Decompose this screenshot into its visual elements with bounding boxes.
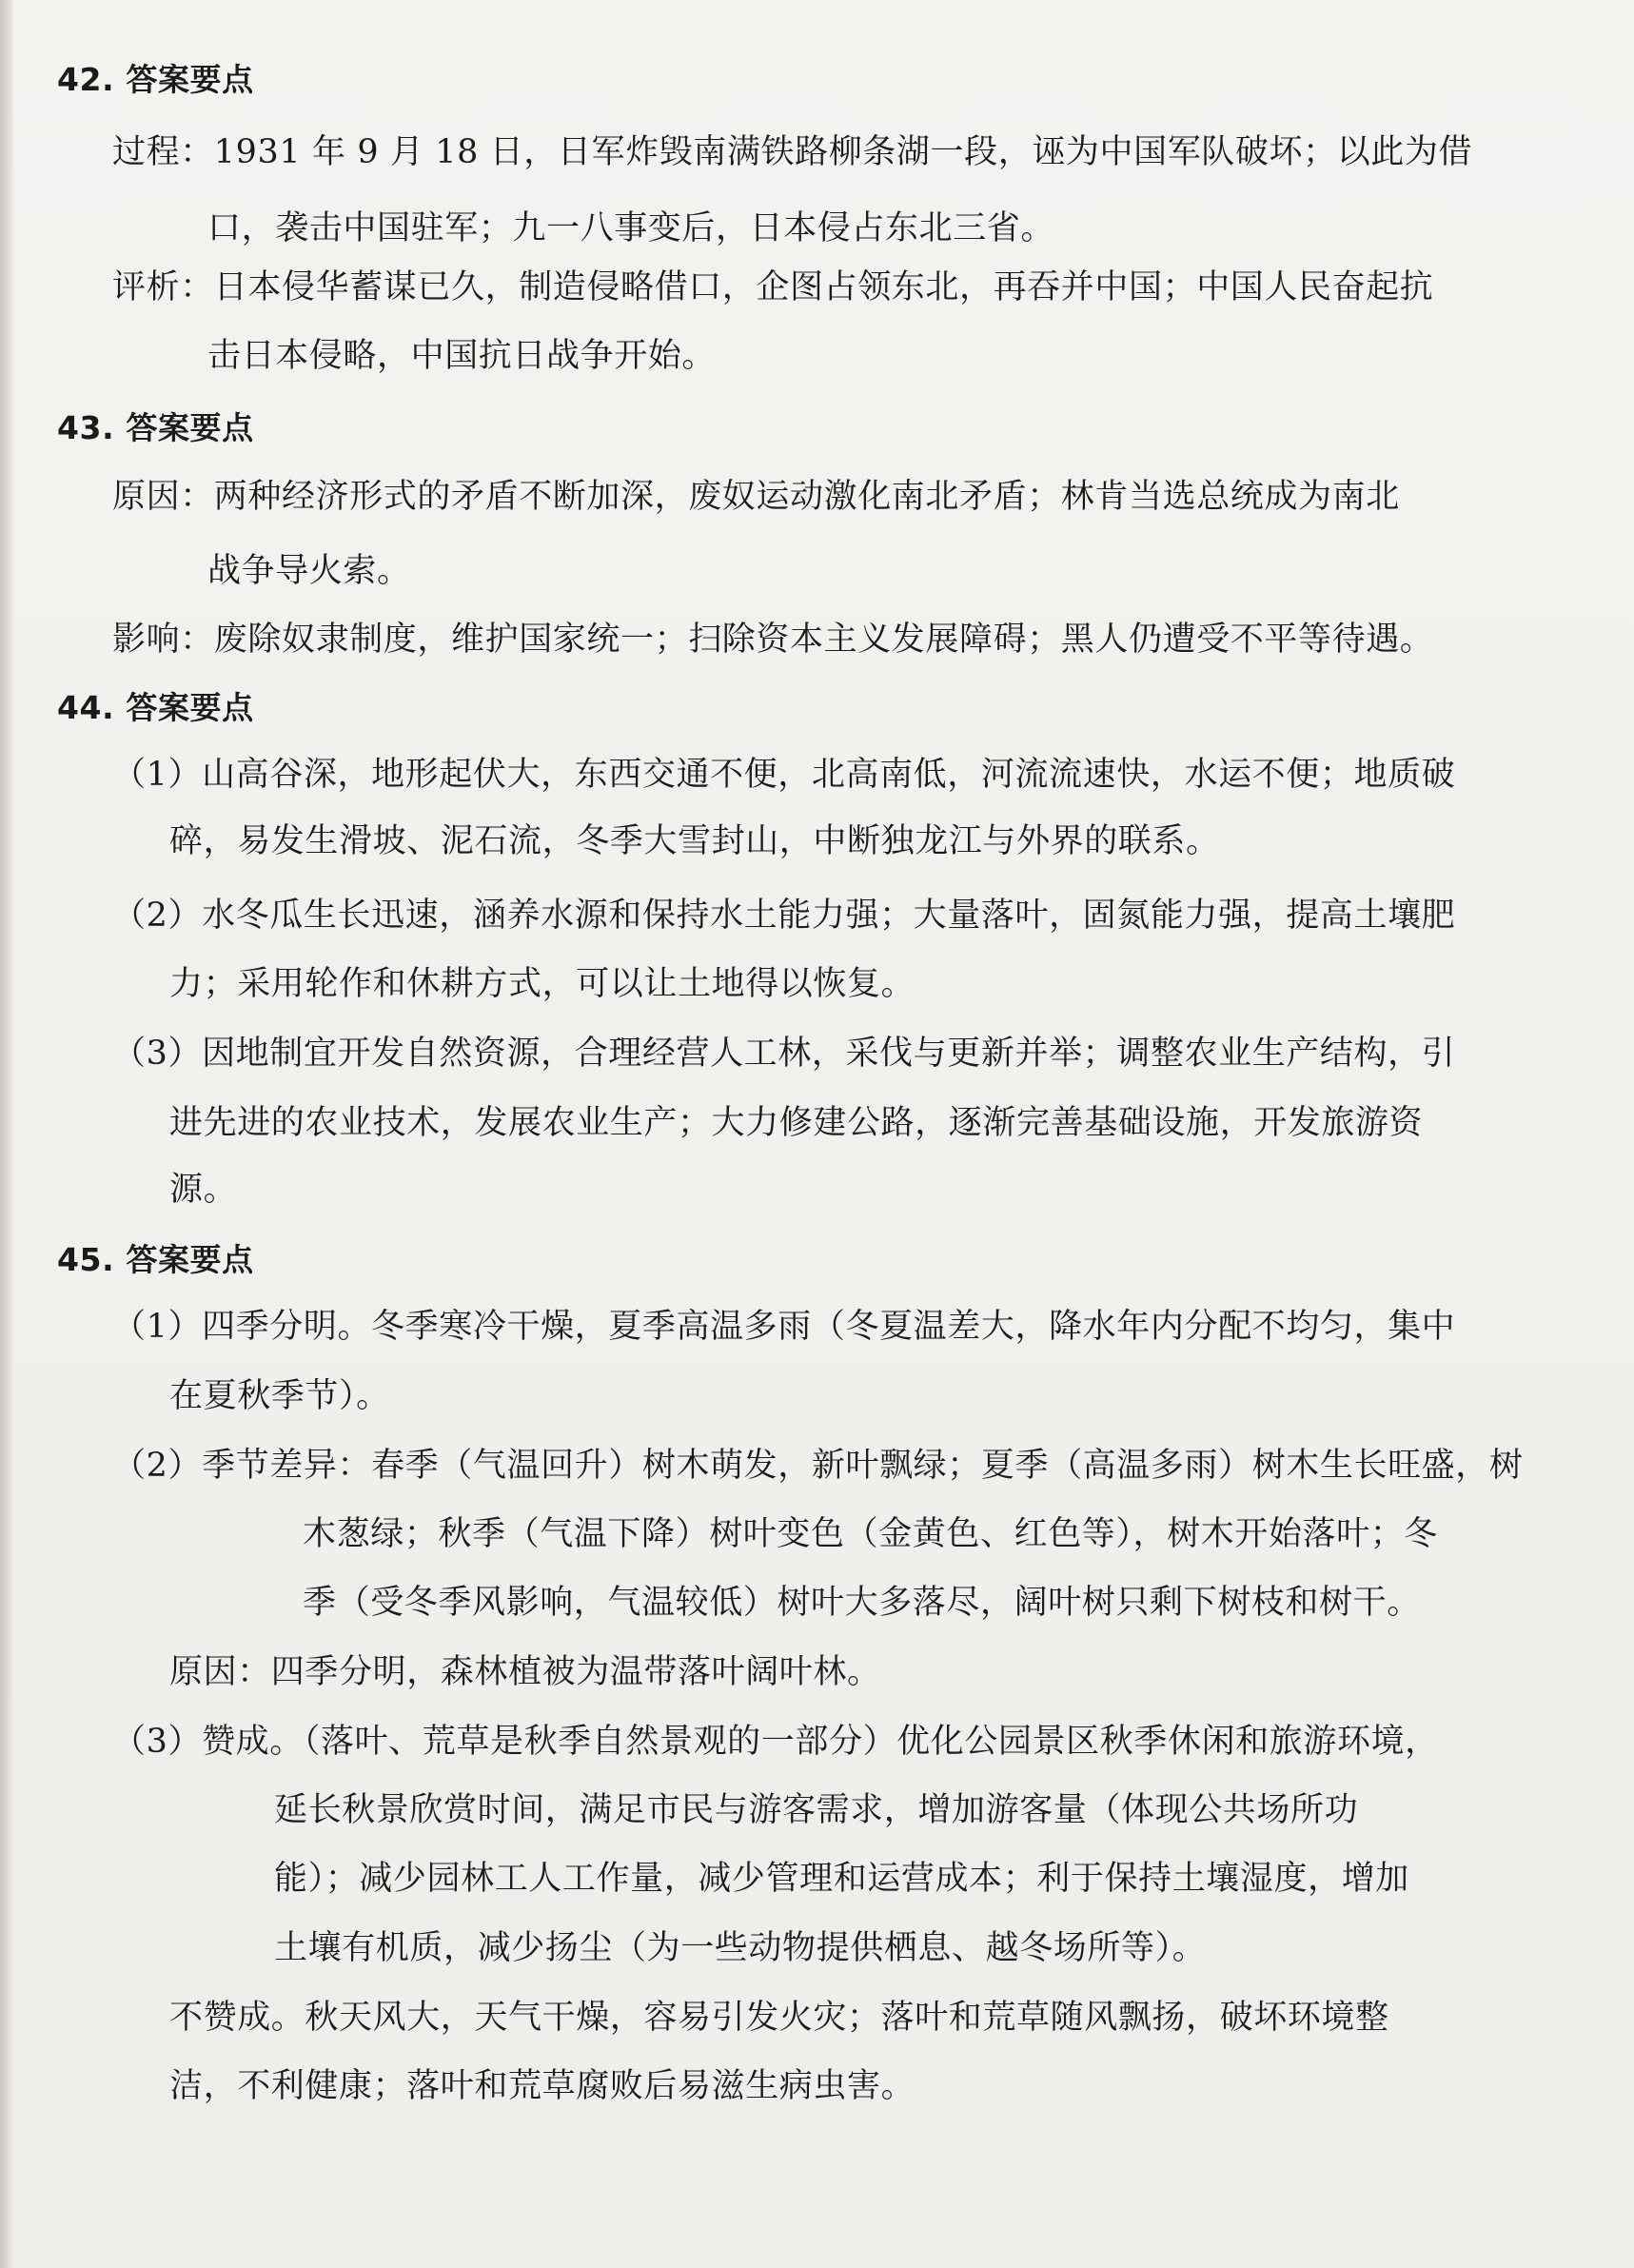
q45-p1-line-2: 在夏秋季节）。 bbox=[169, 1377, 390, 1415]
q42-heading: 42. 答案要点 bbox=[57, 61, 254, 98]
q43-reason-line-2: 战争导火索。 bbox=[207, 552, 411, 590]
q45-heading: 45. 答案要点 bbox=[57, 1241, 254, 1278]
q44-p3-line-2: 进先进的农业技术，发展农业生产；大力修建公路，逐渐完善基础设施，开发旅游资 bbox=[169, 1104, 1424, 1142]
q44-p1-line-1: （1）山高谷深，地形起伏大，东西交通不便，北高南低，河流流速快，水运不便；地质破 bbox=[112, 756, 1456, 794]
q45-p3-line-3: 能）；减少园林工人工作量，减少管理和运营成本；利于保持土壤湿度，增加 bbox=[274, 1860, 1409, 1898]
q44-p2-line-2: 力；采用轮作和休耕方式，可以让土地得以恢复。 bbox=[169, 965, 915, 1003]
q43-heading: 43. 答案要点 bbox=[57, 409, 254, 446]
q44-p1-line-2: 碎，易发生滑坡、泥石流，冬季大雪封山，中断独龙江与外界的联系。 bbox=[169, 822, 1220, 860]
q44-p3-line-1: （3）因地制宜开发自然资源，合理经营人工林，采伐与更新并举；调整农业生产结构，引 bbox=[112, 1035, 1456, 1073]
q45-p3-line-1: （3）赞成。（落叶、荒草是秋季自然景观的一部分）优化公园景区秋季休闲和旅游环境， bbox=[112, 1723, 1439, 1761]
page-binding-edge bbox=[0, 0, 13, 2268]
q42-eval-line-2: 击日本侵略，中国抗日战争开始。 bbox=[207, 337, 717, 375]
q45-p4-line-2: 洁，不利健康；落叶和荒草腐败后易滋生病虫害。 bbox=[169, 2067, 915, 2105]
q45-p4-line-1: 不赞成。秋天风大，天气干燥，容易引发火灾；落叶和荒草随风飘扬，破坏环境整 bbox=[169, 1999, 1389, 2037]
q45-p2-line-1: （2）季节差异：春季（气温回升）树木萌发，新叶飘绿；夏季（高温多雨）树木生长旺盛，树 bbox=[112, 1447, 1524, 1485]
q44-p2-line-1: （2）水冬瓜生长迅速，涵养水源和保持水土能力强；大量落叶，固氮能力强，提高土壤肥 bbox=[112, 897, 1456, 935]
q42-process-line-2: 口，袭击中国驻军；九一八事变后，日本侵占东北三省。 bbox=[207, 209, 1055, 247]
q42-eval-line-1: 评析：日本侵华蓄谋已久，制造侵略借口，企图占领东北，再吞并中国；中国人民奋起抗 bbox=[112, 268, 1434, 306]
q45-p2-line-2: 木葱绿；秋季（气温下降）树叶变色（金黄色、红色等），树木开始落叶；冬 bbox=[303, 1515, 1438, 1553]
q45-p3-line-2: 延长秋景欣赏时间，满足市民与游客需求，增加游客量（体现公共场所功 bbox=[274, 1791, 1359, 1829]
q45-p2-line-3: 季（受冬季风影响，气温较低）树叶大多落尽，阔叶树只剩下树枝和树干。 bbox=[303, 1584, 1421, 1622]
q45-p1-line-1: （1）四季分明。冬季寒冷干燥，夏季高温多雨（冬夏温差大，降水年内分配不均匀，集中 bbox=[112, 1308, 1456, 1346]
q45-p2-line-4: 原因：四季分明，森林植被为温带落叶阔叶林。 bbox=[169, 1653, 881, 1691]
q44-heading: 44. 答案要点 bbox=[57, 689, 254, 726]
q44-p3-line-3: 源。 bbox=[169, 1171, 238, 1209]
q43-reason-line-1: 原因：两种经济形式的矛盾不断加深，废奴运动激化南北矛盾；林肯当选总统成为南北 bbox=[112, 478, 1400, 516]
q45-p3-line-4: 土壤有机质，减少扬尘（为一些动物提供栖息、越冬场所等）。 bbox=[274, 1929, 1207, 1967]
q43-impact: 影响：废除奴隶制度，维护国家统一；扫除资本主义发展障碍；黑人仍遭受不平等待遇。 bbox=[112, 621, 1434, 659]
q42-process-line-1: 过程：1931 年 9 月 18 日，日军炸毁南满铁路柳条湖一段，诬为中国军队破坏；以此为借 bbox=[112, 133, 1473, 171]
